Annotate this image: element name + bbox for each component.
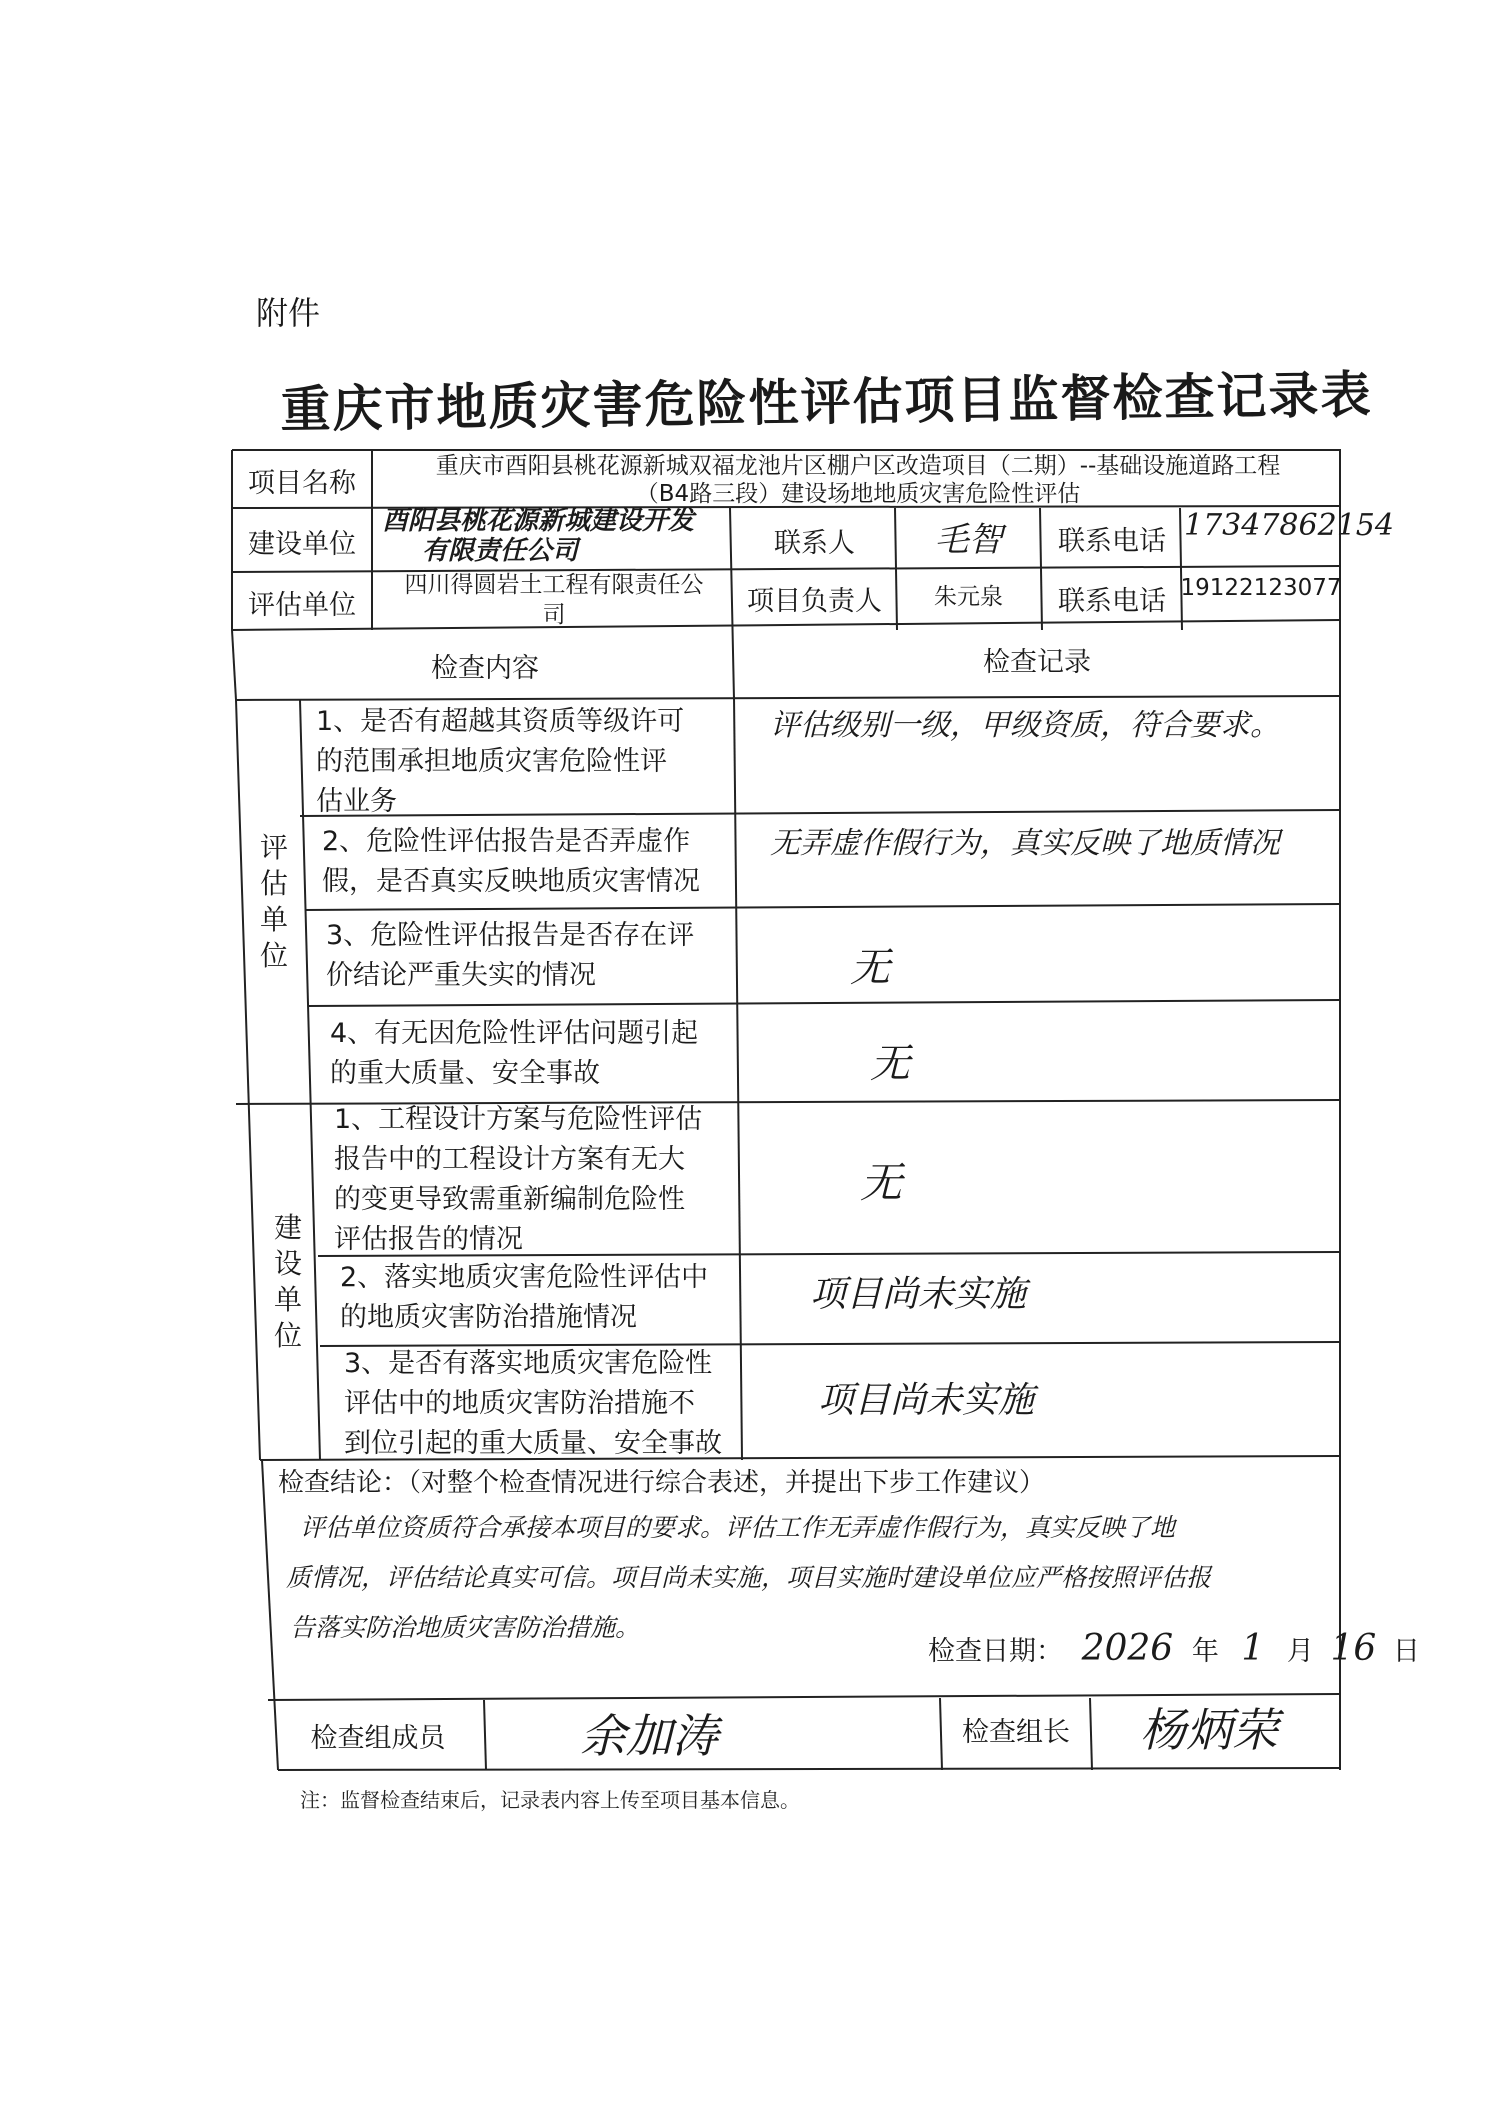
check-date [928,1628,1420,1669]
check-date-year-unit: 年 [1191,1636,1219,1667]
eval-item-line: 的重大质量、安全事故 [330,1058,600,1089]
build-item-line: 报告中的工程设计方案有无大 [334,1144,685,1175]
project-name-line2: （B4路三段）建设场地地质灾害危险性评估 [635,481,1081,507]
eval-record-4: 无 [870,1041,910,1087]
members-signature: 余加涛 [580,1709,718,1763]
group-build-char: 位 [273,1319,302,1352]
conclusion-line-3: 告落实防治地质灾害防治措施。 [290,1613,641,1642]
group-build-char: 建 [273,1211,302,1244]
build-item-1 [334,1100,744,1260]
conclusion-line-1: 评估单位资质符合承接本项目的要求。评估工作无弄虚作假行为，真实反映了地 [300,1513,1176,1542]
build-item-2 [340,1258,750,1338]
build-item-line: 到位引起的重大质量、安全事故 [344,1428,722,1459]
eval-item-line: 假，是否真实反映地质灾害情况 [322,866,700,897]
evaluator-label: 评估单位 [248,589,356,621]
attachment-label: 附件 [256,294,321,332]
builder-value [382,506,730,566]
form-title: 重庆市地质灾害危险性评估项目监督检查记录表 [280,365,1373,439]
build-item-line: 的变更导致需重新编制危险性 [334,1184,685,1215]
evaluator-phone-label: 联系电话 [1058,585,1166,617]
builder-value-line2: 有限责任公司 [422,536,579,566]
eval-record-2: 无弄虚作假行为，真实反映了地质情况 [770,826,1280,861]
build-item-line: 的地质灾害防治措施情况 [340,1302,637,1333]
group-build-char: 设 [273,1247,302,1280]
group-eval-char: 单 [259,903,288,936]
leader-value: 朱元泉 [934,583,1003,610]
leader-sign-label: 检查组长 [962,1716,1070,1748]
eval-item-2 [322,822,740,902]
footnote: 注：监督检查结束后，记录表内容上传至项目基本信息。 [300,1788,800,1812]
contact-label: 联系人 [774,527,855,559]
eval-record-1: 评估级别一级，甲级资质，符合要求。 [770,708,1280,743]
check-date-month: 1 [1241,1628,1265,1669]
evaluator-value-line2: 司 [542,602,566,628]
project-name-label: 项目名称 [248,467,356,499]
builder-value-line1: 酉阳县桃花源新城建设开发 [382,506,695,536]
eval-item-line: 估业务 [316,786,397,817]
build-item-line: 评估报告的情况 [334,1224,523,1255]
eval-item-1 [316,702,734,822]
check-date-day: 16 [1330,1628,1377,1669]
build-item-3 [344,1344,754,1464]
group-build-char: 单 [273,1283,302,1316]
leader-label: 项目负责人 [747,585,882,617]
build-record-1: 无 [860,1158,903,1207]
eval-item-line: 3、危险性评估报告是否存在评 [326,920,695,951]
check-date-day-unit: 日 [1392,1636,1420,1667]
eval-item-line: 价结论严重失实的情况 [326,960,596,991]
eval-item-line: 的范围承担地质灾害危险性评 [316,746,667,777]
check-date-year: 2026 [1081,1628,1174,1669]
members-label: 检查组成员 [310,1722,446,1754]
builder-phone-value: 17347862154 [1184,508,1394,543]
evaluator-phone-value: 19122123077 [1180,575,1342,601]
eval-record-3: 无 [850,945,890,991]
check-content-header: 检查内容 [431,652,539,684]
contact-value: 毛智 [934,519,1003,560]
eval-item-line: 1、是否有超越其资质等级许可 [316,706,685,737]
build-item-line: 3、是否有落实地质灾害危险性 [344,1348,713,1379]
build-item-line: 2、落实地质灾害危险性评估中 [340,1262,709,1293]
group-eval-char: 估 [259,867,288,900]
evaluator-value [378,570,730,630]
check-record-header: 检查记录 [983,646,1091,678]
group-build-label [258,1210,318,1354]
check-date-label: 检查日期： [928,1636,1063,1667]
check-date-month-unit: 月 [1286,1636,1314,1667]
build-item-line: 评估中的地质灾害防治措施不 [344,1388,695,1419]
build-record-2: 项目尚未实施 [810,1274,1027,1315]
eval-item-4 [330,1014,748,1094]
evaluator-value-line1: 四川得圆岩土工程有限责任公 [404,572,704,598]
conclusion-line-2: 质情况，评估结论真实可信。项目尚未实施，项目实施时建设单位应严格按照评估报 [286,1563,1212,1592]
eval-item-line: 2、危险性评估报告是否弄虚作 [322,826,691,857]
group-eval-char: 评 [259,831,288,864]
eval-item-line: 4、有无因危险性评估问题引起 [330,1018,699,1049]
leader-signature: 杨炳荣 [1140,1703,1278,1757]
builder-phone-label: 联系电话 [1058,525,1166,557]
group-eval-label [244,830,304,974]
conclusion-label: 检查结论：（对整个检查情况进行综合表述，并提出下步工作建议） [278,1468,1046,1498]
build-item-line: 1、工程设计方案与危险性评估 [334,1104,703,1135]
project-name-line1: 重庆市酉阳县桃花源新城双福龙池片区棚户区改造项目（二期）--基础设施道路工程 [435,453,1281,479]
eval-item-3 [326,916,744,996]
group-eval-char: 位 [259,939,288,972]
builder-label: 建设单位 [248,528,356,560]
build-record-3: 项目尚未实施 [818,1380,1035,1421]
